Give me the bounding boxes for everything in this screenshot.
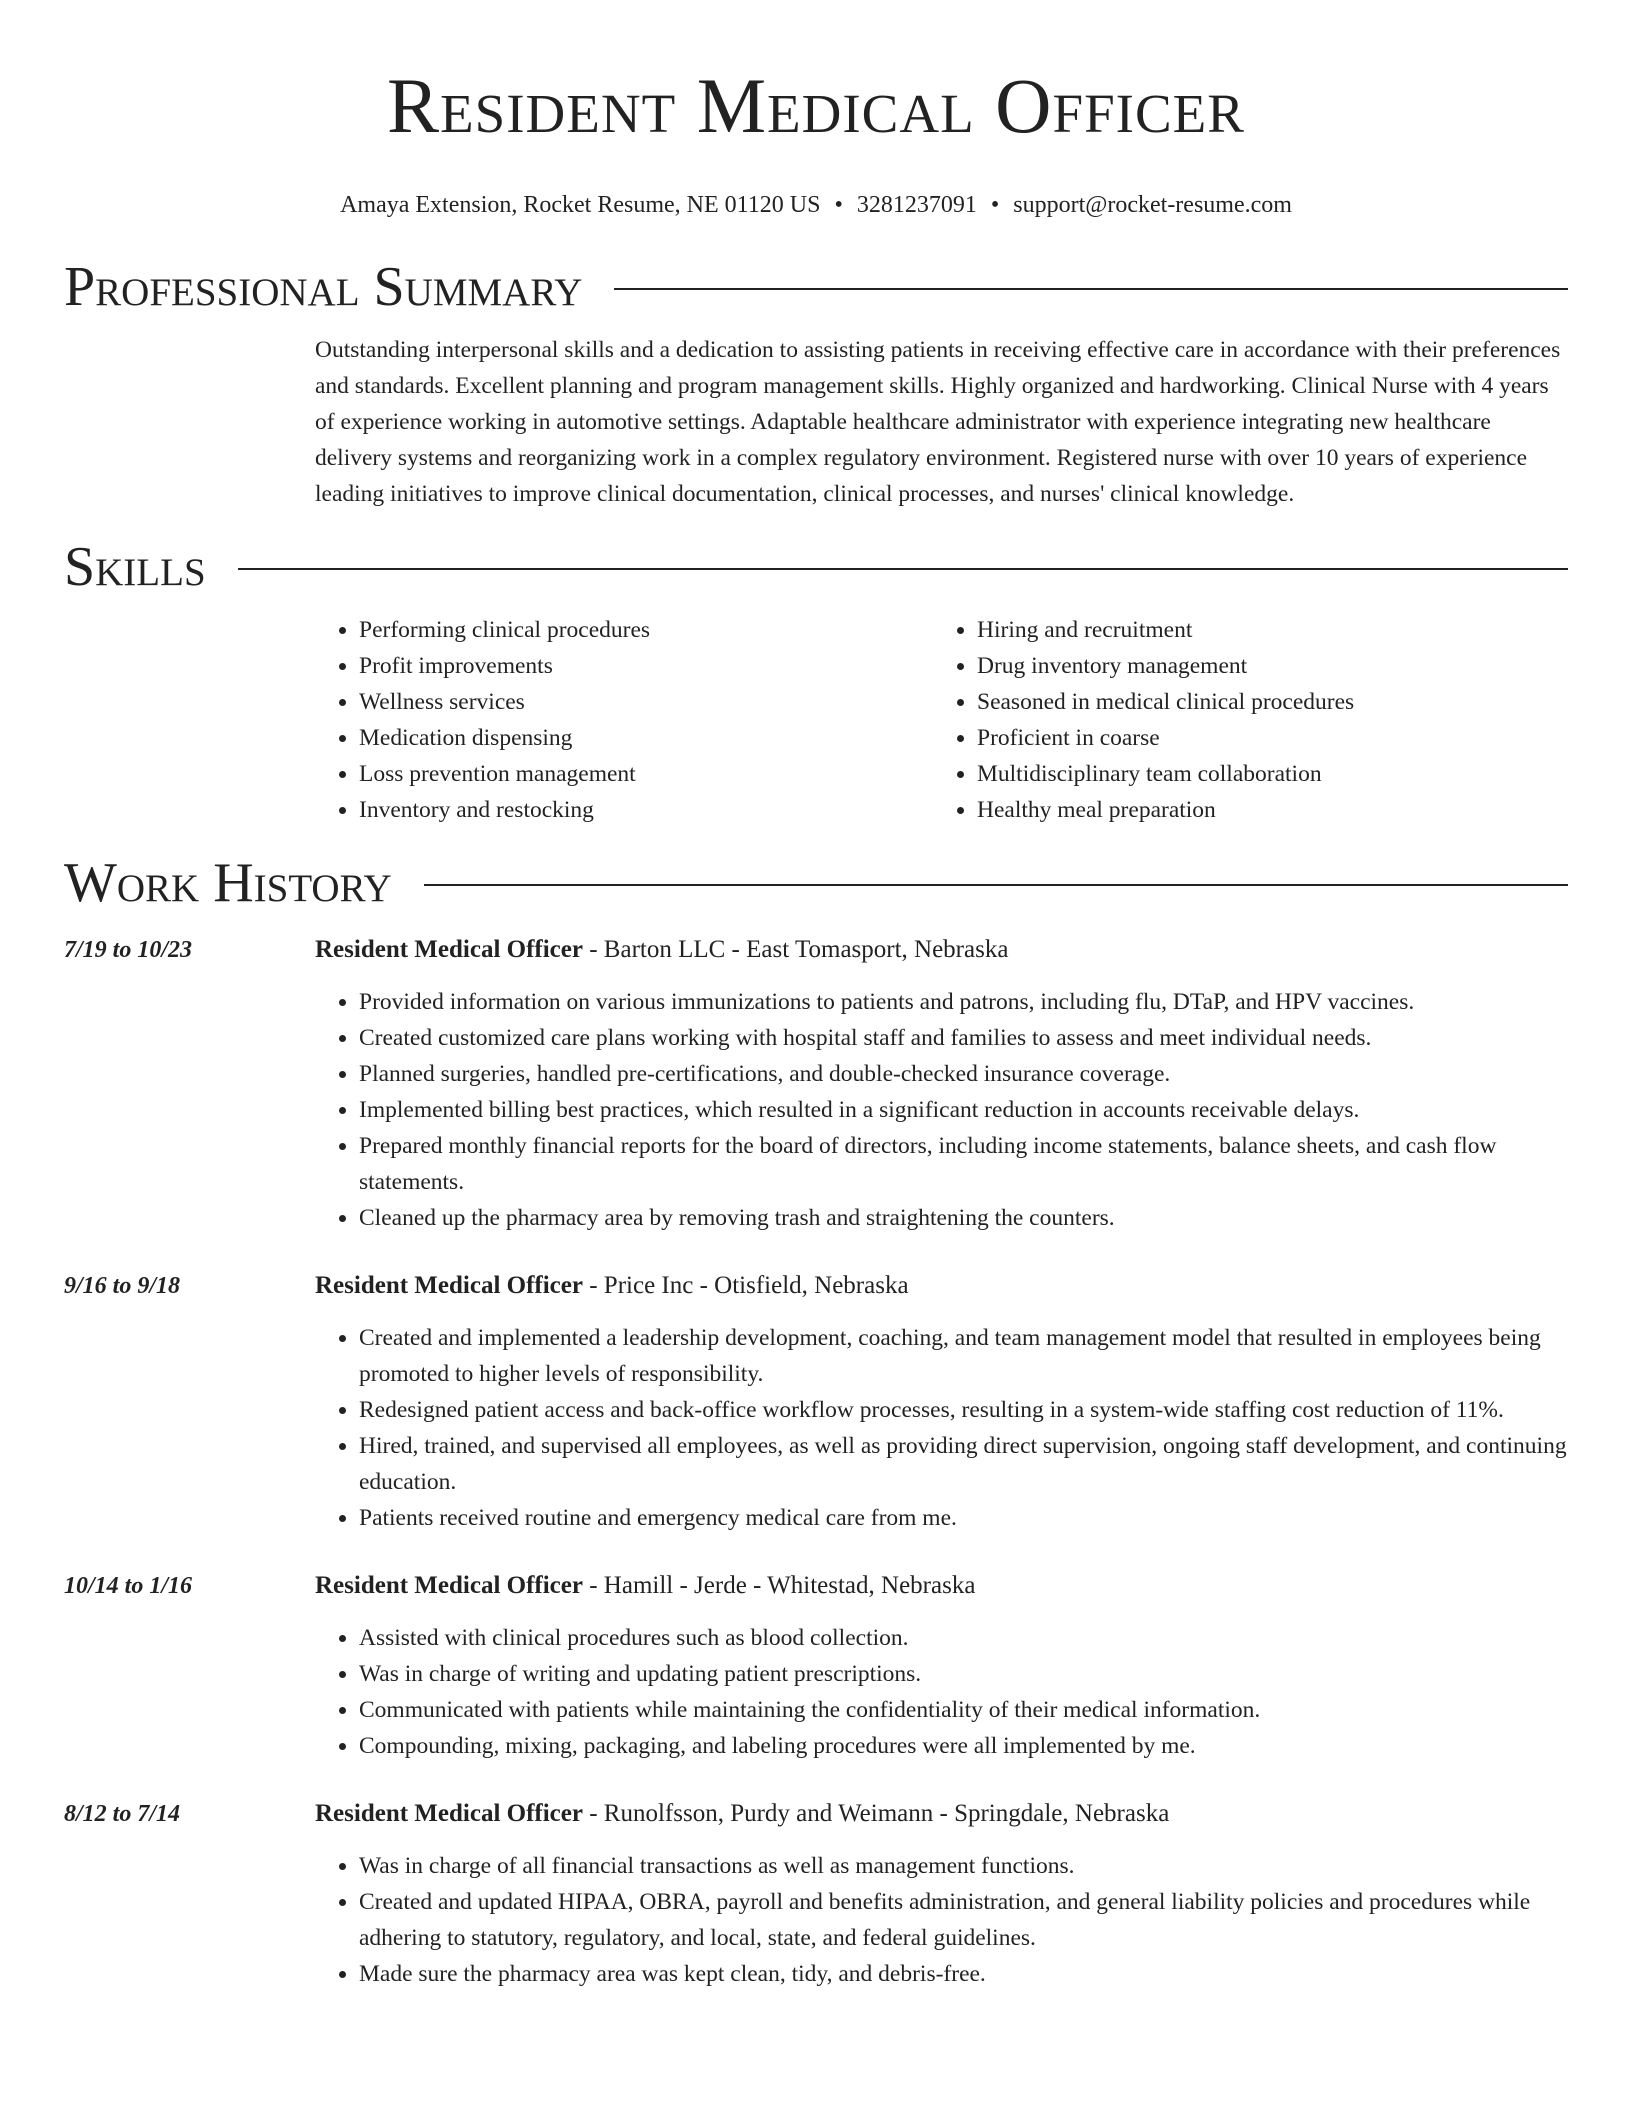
job-heading bbox=[315, 932, 1568, 968]
skills-header bbox=[64, 534, 1568, 600]
job-dates: 10/14 to 1/16 bbox=[64, 1573, 193, 1599]
job-bullet: • Was in charge of writing and updating patient prescriptions. bbox=[359, 1656, 1568, 1692]
skills-column-left bbox=[315, 612, 933, 828]
skill-item: • Drug inventory management bbox=[977, 648, 1551, 684]
job-bullet: • Communicated with patients while maintaining the confidentiality of their medical information. bbox=[359, 1692, 1568, 1728]
job-bullet: • Provided information on various immunizations to patients and patrons, including flu, DTaP, and HPV vaccines. bbox=[359, 984, 1568, 1020]
skill-item: • Performing clinical procedures bbox=[359, 612, 933, 648]
job-bullets bbox=[315, 1320, 1568, 1536]
resume-name: Resident Medical Officer bbox=[387, 62, 1245, 149]
job-bullet: • Patients received routine and emergency medical care from me. bbox=[359, 1500, 1568, 1536]
job-main bbox=[315, 1268, 1568, 1536]
skill-item: • Profit improvements bbox=[359, 648, 933, 684]
job-role: Resident Medical Officer bbox=[315, 1800, 583, 1827]
job-role: Resident Medical Officer bbox=[315, 1272, 583, 1299]
job-employer: - Runolfsson, Purdy and Weimann - Springdale, Nebraska bbox=[582, 1800, 1170, 1827]
job-employer: - Hamill - Jerde - Whitestad, Nebraska bbox=[582, 1572, 976, 1599]
skill-item: • Loss prevention management bbox=[359, 756, 933, 792]
job-dates: 8/12 to 7/14 bbox=[64, 1801, 181, 1827]
job-bullet: • Created and implemented a leadership development, coaching, and team management model that resulted in employees being promoted to higher levels of responsibility. bbox=[359, 1320, 1568, 1392]
summary-title: Professional Summary bbox=[64, 256, 583, 318]
skill-item: • Healthy meal preparation bbox=[977, 792, 1551, 828]
job-bullets bbox=[315, 1620, 1568, 1764]
job-employer: - Barton LLC - East Tomasport, Nebraska bbox=[582, 936, 1009, 963]
section-divider bbox=[238, 568, 1568, 570]
job-dates: 7/19 to 10/23 bbox=[64, 937, 193, 963]
contact-separator: • bbox=[834, 192, 843, 218]
job-bullet: • Was in charge of all financial transactions as well as management functions. bbox=[359, 1848, 1568, 1884]
skill-item: • Medication dispensing bbox=[359, 720, 933, 756]
skill-item: • Multidisciplinary team collaboration bbox=[977, 756, 1551, 792]
skills-body bbox=[315, 612, 1568, 828]
work-header bbox=[64, 850, 1568, 916]
skill-item: • Proficient in coarse bbox=[977, 720, 1551, 756]
job-bullet: • Implemented billing best practices, which resulted in a significant reduction in accounts receivable delays. bbox=[359, 1092, 1568, 1128]
summary-header bbox=[64, 254, 1568, 320]
job-heading bbox=[315, 1268, 1568, 1304]
work-section bbox=[64, 850, 1568, 1992]
job-bullet: • Made sure the pharmacy area was kept clean, tidy, and debris-free. bbox=[359, 1956, 1568, 1992]
skills-title: Skills bbox=[64, 536, 206, 598]
section-divider bbox=[614, 288, 1568, 290]
skill-item: • Wellness services bbox=[359, 684, 933, 720]
work-title: Work History bbox=[64, 852, 392, 914]
skills-column-right bbox=[933, 612, 1551, 828]
job-bullet: • Created customized care plans working with hospital staff and families to assess and meet individual needs. bbox=[359, 1020, 1568, 1056]
skill-item: • Seasoned in medical clinical procedures bbox=[977, 684, 1551, 720]
job-main bbox=[315, 932, 1568, 1236]
job-bullet: • Cleaned up the pharmacy area by removing trash and straightening the counters. bbox=[359, 1200, 1568, 1236]
job-main bbox=[315, 1568, 1568, 1764]
contact-separator: • bbox=[990, 192, 1000, 218]
job-entry bbox=[64, 932, 1568, 1236]
contact-address: Amaya Extension, Rocket Resume, NE 01120 US bbox=[340, 192, 821, 218]
contact-phone: 3281237091 bbox=[856, 192, 977, 218]
job-heading bbox=[315, 1568, 1568, 1604]
job-employer: - Price Inc - Otisfield, Nebraska bbox=[582, 1272, 909, 1299]
contact-email: support@rocket-resume.com bbox=[1013, 192, 1292, 218]
summary-body bbox=[315, 332, 1568, 512]
job-heading bbox=[315, 1796, 1568, 1832]
skills-section bbox=[64, 534, 1568, 828]
job-bullet: • Redesigned patient access and back-office workflow processes, resulting in a system-wide staffing cost reduction of 11%. bbox=[359, 1392, 1568, 1428]
job-entry bbox=[64, 1568, 1568, 1764]
job-bullets bbox=[315, 1848, 1568, 1992]
job-bullet: • Assisted with clinical procedures such as blood collection. bbox=[359, 1620, 1568, 1656]
job-bullet: • Prepared monthly financial reports for the board of directors, including income statements, balance sheets, and cash flow statements. bbox=[359, 1128, 1568, 1200]
job-dates: 9/16 to 9/18 bbox=[64, 1273, 181, 1299]
skills-grid bbox=[315, 612, 1568, 828]
job-main bbox=[315, 1796, 1568, 1992]
summary-text: Outstanding interpersonal skills and a dedication to assisting patients in receiving effective care in accordance with their preferences and standards. Excellent planning and program management skills. Highly organized and hardworking. Clinical Nurse with 4 years of experience working in automotive settings. Adaptable healthcare administrator with experience integrating new healthcare delivery systems and reorganizing work in a complex regulatory environment. Registered nurse with over 10 years of experience leading initiatives to improve clinical documentation, clinical processes, and nurses' clinical knowledge. bbox=[315, 337, 1561, 507]
job-entry bbox=[64, 1268, 1568, 1536]
skill-item: • Hiring and recruitment bbox=[977, 612, 1551, 648]
job-bullet: • Planned surgeries, handled pre-certifications, and double-checked insurance coverage. bbox=[359, 1056, 1568, 1092]
resume-page bbox=[64, 0, 1568, 1992]
job-bullet: • Compounding, mixing, packaging, and labeling procedures were all implemented by me. bbox=[359, 1728, 1568, 1764]
job-bullet: • Hired, trained, and supervised all employees, as well as providing direct supervision, ongoing staff development, and continuing education. bbox=[359, 1428, 1568, 1500]
skill-item: • Inventory and restocking bbox=[359, 792, 933, 828]
job-entry bbox=[64, 1796, 1568, 1992]
job-role: Resident Medical Officer bbox=[315, 1572, 583, 1599]
job-role: Resident Medical Officer bbox=[315, 936, 583, 963]
job-bullet: • Created and updated HIPAA, OBRA, payroll and benefits administration, and general liability policies and procedures while adhering to statutory, regulatory, and local, state, and federal guidelines. bbox=[359, 1884, 1568, 1956]
job-bullets bbox=[315, 984, 1568, 1236]
summary-section bbox=[64, 254, 1568, 512]
section-divider bbox=[424, 884, 1568, 886]
contact-line bbox=[64, 190, 1568, 220]
